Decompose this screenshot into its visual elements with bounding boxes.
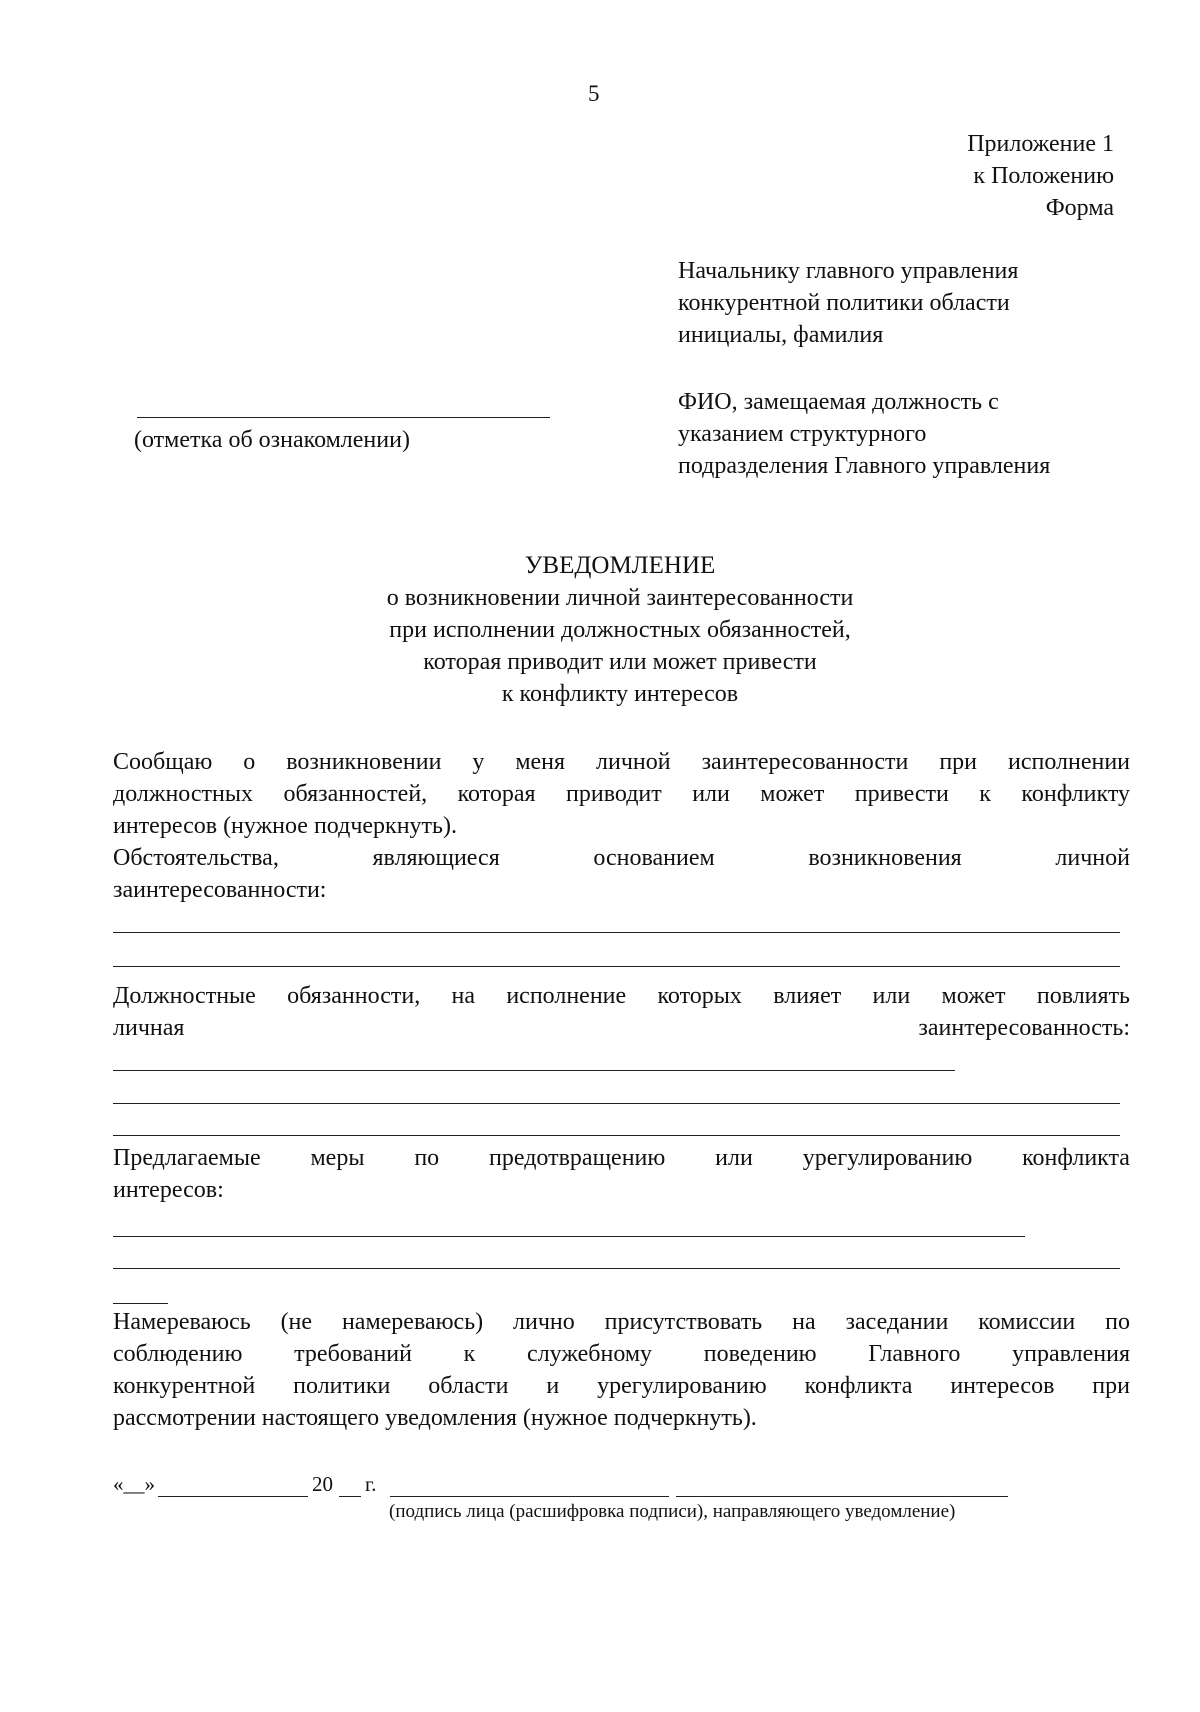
- addressee-block: [678, 255, 1018, 351]
- circumstances-word-4: возникновения: [808, 845, 962, 871]
- sender-line-3: подразделения Главного управления: [678, 453, 1051, 479]
- circumstances-paragraph: [113, 842, 1130, 906]
- measures-word-1: Предлагаемые: [113, 1145, 261, 1171]
- circumstances-word-5: личной: [1055, 845, 1130, 871]
- sender-line-2: указанием структурного: [678, 421, 927, 447]
- date-year-suffix: г.: [365, 1472, 377, 1496]
- measures-word-5: или: [715, 1145, 753, 1171]
- statement-line-3: интересов (нужное подчеркнуть).: [113, 813, 457, 839]
- duties-line-2: [113, 1012, 1130, 1044]
- duties-word-right: заинтересованность:: [918, 1015, 1130, 1041]
- acknowledgement-note: (отметка об ознакомлении): [134, 427, 410, 453]
- signature-caption: (подпись лица (расшифровка подписи), направляющего уведомление): [389, 1501, 956, 1522]
- measures-line-2: интересов:: [113, 1177, 224, 1203]
- measures-word-7: конфликта: [1022, 1145, 1130, 1171]
- notice-subtitle-line-4: к конфликту интересов: [501, 681, 739, 707]
- statement-paragraph: [113, 746, 1130, 842]
- appendix-line-3: Форма: [1045, 195, 1114, 221]
- date-year-prefix: 20: [312, 1472, 333, 1496]
- appendix-line-2: к Положению: [973, 163, 1114, 189]
- circumstances-line-2: заинтересованности:: [113, 877, 327, 903]
- circumstances-fill-line-2[interactable]: [113, 966, 1120, 967]
- intent-line-4: рассмотрении настоящего уведомления (нужное подчеркнуть).: [113, 1405, 757, 1431]
- date-day-field[interactable]: «__»: [113, 1472, 155, 1496]
- duties-fill-line-1[interactable]: [113, 1070, 955, 1071]
- signature-line[interactable]: [390, 1496, 669, 1497]
- circumstances-line-1: [113, 842, 1130, 874]
- duties-line-1: Должностные обязанности, на исполнение которых влияет или может повлиять: [113, 983, 1130, 1009]
- intent-line-1: Намереваюсь (не намереваюсь) лично присутствовать на заседании комиссии по: [113, 1309, 1130, 1335]
- circumstances-word-2: являющиеся: [372, 845, 500, 871]
- circumstances-word-3: основанием: [593, 845, 715, 871]
- date-month-line[interactable]: [158, 1496, 308, 1497]
- measures-paragraph: [113, 1142, 1130, 1206]
- page-number: 5: [588, 81, 600, 106]
- measures-word-2: меры: [310, 1145, 365, 1171]
- circumstances-fill-line-1[interactable]: [113, 932, 1120, 933]
- sender-line-1: ФИО, замещаемая должность с: [678, 389, 999, 415]
- measures-fill-line-3[interactable]: [113, 1303, 168, 1304]
- statement-line-1: Сообщаю о возникновении у меня личной заинтересованности при исполнении: [113, 749, 1130, 775]
- measures-fill-line-1[interactable]: [113, 1236, 1025, 1237]
- addressee-line-1: Начальнику главного управления: [678, 258, 1019, 284]
- measures-fill-line-2[interactable]: [113, 1268, 1120, 1269]
- addressee-line-3: инициалы, фамилия: [678, 322, 884, 348]
- acknowledgement-signature-line[interactable]: [137, 417, 550, 418]
- notice-title: УВЕДОМЛЕНИЕ: [524, 552, 716, 579]
- appendix-block: [814, 128, 1114, 224]
- duties-paragraph: [113, 980, 1130, 1044]
- date-year-line[interactable]: [339, 1496, 361, 1497]
- intent-line-2: соблюдению требований к служебному поведению Главного управления: [113, 1341, 1130, 1367]
- notice-subtitle-line-1: о возникновении личной заинтересованности: [386, 585, 854, 611]
- measures-line-1: [113, 1142, 1130, 1174]
- signature-decoding-line[interactable]: [676, 1496, 1008, 1497]
- duties-word-left: личная: [113, 1015, 185, 1041]
- measures-word-4: предотвращению: [489, 1145, 666, 1171]
- addressee-line-2: конкурентной политики области: [678, 290, 1010, 316]
- measures-word-3: по: [414, 1145, 440, 1171]
- duties-fill-line-2[interactable]: [113, 1103, 1120, 1104]
- measures-word-6: урегулированию: [802, 1145, 973, 1171]
- duties-fill-line-3[interactable]: [113, 1135, 1120, 1136]
- circumstances-word-1: Обстоятельства,: [113, 845, 279, 871]
- notice-title-block: [240, 550, 1000, 710]
- intent-paragraph: [113, 1306, 1130, 1434]
- intent-line-3: конкурентной политики области и урегулированию конфликта интересов при: [113, 1373, 1130, 1399]
- notice-subtitle-line-2: при исполнении должностных обязанностей,: [389, 617, 851, 643]
- appendix-line-1: Приложение 1: [967, 131, 1114, 157]
- notice-subtitle-line-3: которая приводит или может привести: [423, 649, 817, 675]
- statement-line-2: должностных обязанностей, которая приводит или может привести к конфликту: [113, 781, 1130, 807]
- sender-block: [678, 386, 1050, 482]
